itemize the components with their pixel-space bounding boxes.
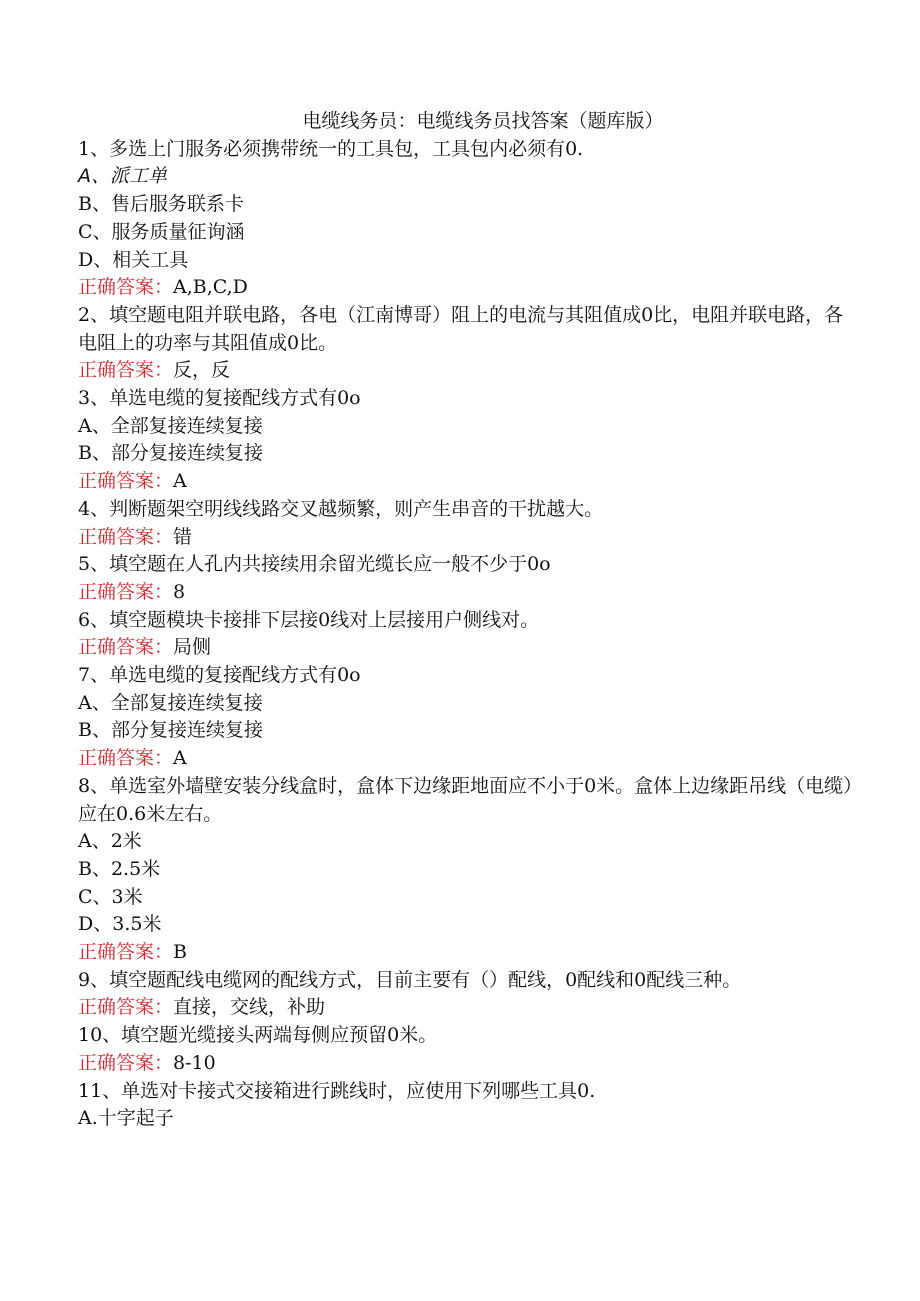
answer-value: 直接，交线，补助 [173,996,326,1019]
answer-value: A [173,747,187,770]
answer-line [78,939,858,967]
question-text: 6、填空题模块卡接排下层接0线对上层接用户侧线对。 [78,608,540,631]
answer-label: 正确答案： [78,359,174,382]
answer-line [78,634,858,662]
option-item: A、2米 [78,830,142,853]
answer-value: A,B,C,D [173,276,248,299]
answer-label: 正确答案： [78,1051,174,1074]
answer-value: B [173,941,187,964]
answer-label: 正确答案： [78,276,174,299]
answer-line [78,1050,858,1078]
question-text: 9、填空题配线电缆网的配线方式，目前主要有（）配线，0配线和0配线三种。 [78,968,742,991]
question-text: 10、填空题光缆接头两端每侧应预留0米。 [78,1024,438,1047]
option-item: D、相关工具 [78,248,189,271]
answer-label: 正确答案： [78,525,174,548]
option-item: A、全部复接连续复接 [78,691,263,714]
question-block [78,302,858,385]
question-text: 11、单选对卡接式交接箱进行跳线时，应使用下列哪些工具0. [78,1079,596,1102]
option-item: A、全部复接连续复接 [78,414,263,437]
answer-label: 正确答案： [78,996,174,1019]
option-item: A.十字起子 [78,1107,174,1130]
question-block [78,385,858,496]
question-block [78,1078,858,1133]
answer-value: 错 [173,525,193,548]
question-block [78,607,858,662]
question-text: 2、填空题电阻并联电路，各电（江南博哥）阻上的电流与其阻值成0比，电阻并联电路，各电阻上的功率与其阻值成0比。 [78,303,844,354]
question-text: 7、单选电缆的复接配线方式有0o [78,664,361,687]
document-title: 电缆线务员：电缆线务员找答案（题库版） [302,110,664,132]
answer-value: 局侧 [173,636,212,659]
question-block [78,967,858,1022]
answer-label: 正确答案： [78,636,174,659]
answer-label: 正确答案： [78,747,174,770]
option-item: B、部分复接连续复接 [78,719,263,742]
answer-line [78,357,858,385]
answer-line [78,468,858,496]
question-text: 8、单选室外墙壁安装分线盒时，盒体下边缘距地面应不小于0米。盒体上边缘距吊线（电缆）应在0.6米左右。 [78,774,853,825]
answer-value: 8 [173,580,186,603]
question-block [78,496,858,551]
option-item: B、部分复接连续复接 [78,442,263,465]
answer-value: 反，反 [173,359,231,382]
answer-value: 8-10 [173,1051,216,1074]
answer-line [78,274,858,302]
option-item: C、服务质量征询涵 [78,220,245,243]
option-item: A、派工单 [78,165,167,188]
document-page [78,108,858,1133]
question-text: 4、判断题架空明线线路交叉越频繁，则产生串音的干扰越大。 [78,497,604,520]
option-item: C、3米 [78,885,143,908]
answer-label: 正确答案： [78,580,174,603]
question-block [78,136,858,302]
answer-value: A [173,470,187,493]
option-item: B、2.5米 [78,857,161,880]
question-block [78,773,858,967]
question-text: 1、多选上门服务必须携带统一的工具包，工具包内必须有0. [78,137,584,160]
question-text: 3、单选电缆的复接配线方式有0o [78,387,361,410]
answer-line [78,745,858,773]
question-text: 5、填空题在人孔内共接续用余留光缆长应一般不少于0o [78,553,551,576]
option-item: B、售后服务联系卡 [78,193,244,216]
answer-line [78,994,858,1022]
question-block [78,1022,858,1077]
question-block [78,662,858,773]
option-item: D、3.5米 [78,913,162,936]
answer-label: 正确答案： [78,941,174,964]
answer-label: 正确答案： [78,470,174,493]
question-block [78,551,858,606]
answer-line [78,524,858,552]
answer-line [78,579,858,607]
